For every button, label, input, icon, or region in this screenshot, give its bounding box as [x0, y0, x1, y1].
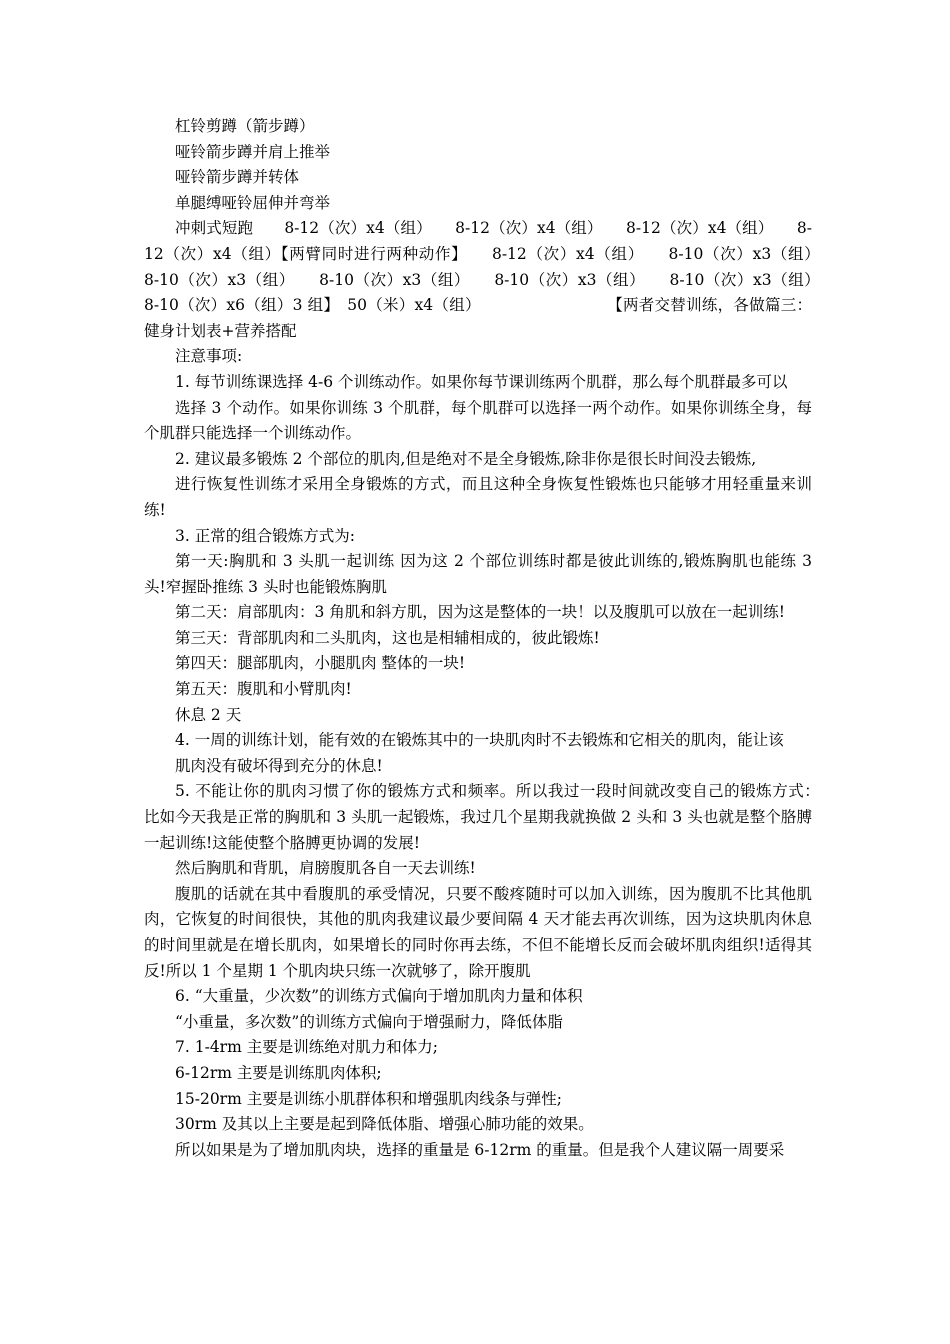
note-paragraph: 肌肉没有破坏得到充分的休息! — [175, 756, 383, 775]
rest-line: 休息 2 天 — [175, 705, 242, 724]
rm-line: 15-20rm 主要是训练小肌群体积和增强肌肉线条与弹性; — [175, 1089, 562, 1108]
note-paragraph: 2. 建议最多锻炼 2 个部位的肌肉,但是绝对不是全身锻炼,除非你是很长时间没去锻炼, — [175, 449, 757, 468]
note-paragraph: 3. 正常的组合锻炼方式为: — [175, 526, 355, 545]
rm-line: 7. 1-4rm 主要是训练绝对肌力和体力; — [175, 1038, 438, 1057]
note-paragraph: 所以如果是为了增加肌肉块，选择的重量是 6-12rm 的重量。但是我个人建议隔一周要采 — [175, 1140, 785, 1159]
note-paragraph: 4. 一周的训练计划，能有效的在锻炼其中的一块肌肉时不去锻炼和它相关的肌肉，能让该 — [175, 731, 784, 750]
note-paragraph: 进行恢复性训练才采用全身锻炼的方式，而且这种全身恢复性锻炼也只能够才用轻重量来训练! — [144, 475, 812, 519]
day-plan-line: 第四天：腿部肌肉，小腿肌肉 整体的一块! — [175, 654, 466, 673]
day-plan-line: 第五天：腹肌和小臂肌肉! — [175, 680, 352, 699]
note-paragraph: 5. 不能让你的肌肉习惯了你的锻炼方式和频率。所以我过一段时间就改变自己的锻炼方式： 比如今天我是正常的胸肌和 3 头肌一起锻炼，我过几个星期我就换做 2 头和 3 头也就是整个胳膊一起训练!这能使整个胳膊更协调的发展! — [144, 782, 828, 852]
day-plan-line: 第一天:胸肌和 3 头肌一起训练 因为这 2 个部位训练时都是彼此训练的,锻炼胸肌也能练 3 头!窄握卧推练 3 头时也能锻炼胸肌 — [144, 552, 812, 596]
exercise-schedule-paragraph: 冲刺式短跑 8-12（次）x4（组） 8-12（次）x4（组） 8-12（次）x4（组） 8-12（次）x4（组）【两臂同时进行两种动作】 8-12（次）x4（组） 8-10（次）x3（组） 8-10（次）x3（组） 8-10（次）x3（组） 8-10（次）x3（组） 8-10（次）x3（组） 8-10（次）x6（组）3 组】 50（米）x4（组） 【两者交替训练，各做篇三：健身计划表+营养搭配 — [144, 219, 844, 340]
note-paragraph: 选择 3 个动作。如果你训练 3 个肌群，每个肌群可以选择一两个动作。如果你训练全身，每个肌群只能选择一个训练动作。 — [144, 398, 812, 443]
exercise-line: 哑铃箭步蹲并转体 — [175, 168, 300, 187]
day-plan-line: 第二天：肩部肌肉：3 角肌和斜方肌，因为这是整体的一块！以及腹肌可以放在一起训练! — [175, 603, 786, 622]
note-paragraph: “小重量，多次数”的训练方式偏向于增强耐力，降低体脂 — [175, 1012, 563, 1031]
note-paragraph: 6. “大重量，少次数”的训练方式偏向于增加肌肉力量和体积 — [175, 987, 583, 1006]
note-paragraph: 腹肌的话就在其中看腹肌的承受情况，只要不酸疼随时可以加入训练，因为腹肌不比其他肌肉，它恢复的时间很快，其他的肌肉我建议最少要间隔 4 天才能去再次训练，因为这块肌肉休息的时间里就是在增长肌肉，如果增长的同时你再去练，不但不能增长反而会破坏肌肉组织!适得其反!所以 1 个星期 1 个肌肉块只练一次就够了，除开腹肌 — [144, 884, 812, 980]
day-plan-line: 第三天：背部肌肉和二头肌肉，这也是相辅相成的，彼此锻炼! — [175, 628, 600, 647]
note-paragraph: 然后胸肌和背肌，肩膀腹肌各自一天去训练! — [175, 859, 476, 878]
notes-heading: 注意事项: — [175, 347, 243, 366]
document-body — [144, 114, 844, 1163]
rm-line: 6-12rm 主要是训练肌肉体积; — [175, 1063, 382, 1082]
exercise-line: 单腿缚哑铃屈伸并弯举 — [175, 193, 331, 212]
exercise-line: 杠铃剪蹲（箭步蹲） — [175, 117, 315, 135]
rm-line: 30rm 及其以上主要是起到降低体脂、增强心肺功能的效果。 — [175, 1115, 594, 1134]
note-paragraph: 1. 每节训练课选择 4-6 个训练动作。如果你每节课训练两个肌群，那么每个肌群最多可以 — [175, 372, 788, 391]
exercise-line: 哑铃箭步蹲并肩上推举 — [175, 142, 331, 161]
